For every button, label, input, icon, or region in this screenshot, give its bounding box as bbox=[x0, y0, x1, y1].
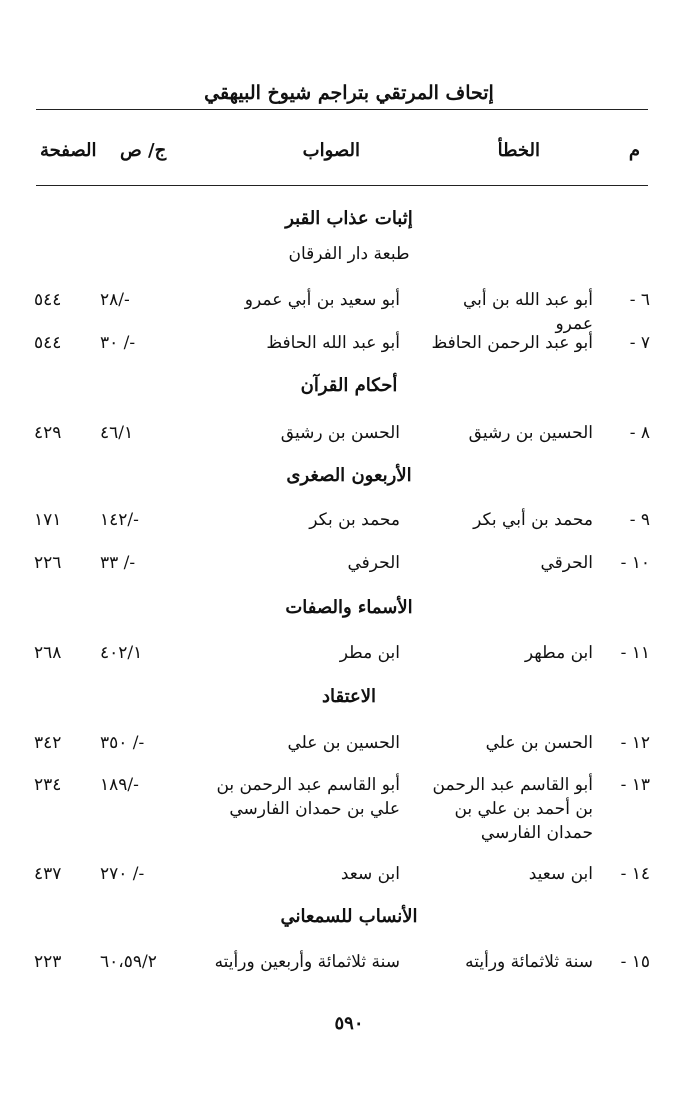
correct-text: ابن سعد bbox=[340, 864, 400, 884]
volume-page: -/ ٣٥٠ bbox=[100, 733, 145, 753]
page-number: ٢٣٤ bbox=[34, 775, 62, 795]
column-header-page: الصفحة bbox=[40, 140, 97, 161]
row-number: ١٥ - bbox=[620, 952, 650, 972]
page-number: ٢٢٦ bbox=[34, 553, 62, 573]
section-title: الأربعون الصغرى bbox=[286, 465, 412, 486]
row-number: ١٢ - bbox=[620, 733, 650, 753]
volume-page: ٤٦/١ bbox=[100, 423, 134, 443]
wrong-text: ابن سعيد bbox=[528, 864, 593, 884]
column-header-right: الصواب bbox=[302, 140, 360, 161]
correct-text: الحرفي bbox=[347, 553, 400, 573]
table-row bbox=[0, 641, 698, 721]
row-number: ١٤ - bbox=[620, 864, 650, 884]
volume-page: -/ ٢٧٠ bbox=[100, 864, 145, 884]
column-header-volume-page: ج/ ص bbox=[120, 140, 167, 161]
row-number: ١٣ - bbox=[620, 775, 650, 795]
wrong-text: ابن مطهر bbox=[524, 643, 593, 663]
wrong-text: أبو عبد الله بن أبي عمرو bbox=[463, 290, 593, 334]
correct-text: محمد بن بكر bbox=[309, 510, 400, 530]
table-row bbox=[0, 773, 698, 853]
row-number: ٩ - bbox=[629, 510, 650, 530]
section-title: الأنساب للسمعاني bbox=[280, 906, 418, 927]
section-title: أحكام القرآن bbox=[300, 375, 398, 396]
page-number: ٥٤٤ bbox=[34, 290, 62, 310]
page-number: ٤٢٩ bbox=[34, 423, 62, 443]
table-row bbox=[0, 551, 698, 631]
table-row bbox=[0, 862, 698, 942]
wrong-text: محمد بن أبي بكر bbox=[473, 510, 593, 530]
volume-page: ٤٠٢/١ bbox=[100, 643, 143, 663]
volume-page: -/١٤٢ bbox=[100, 510, 139, 530]
correct-text: أبو القاسم عبد الرحمن بن علي بن حمدان الفارسي bbox=[216, 775, 400, 819]
volume-page: -/ ٣٠ bbox=[100, 333, 136, 353]
section-title: إثبات عذاب القبر bbox=[285, 208, 413, 229]
running-head: إتحاف المرتقي بتراجم شيوخ البيهقي bbox=[204, 82, 494, 104]
page-number: ٣٤٢ bbox=[34, 733, 62, 753]
wrong-text: سنة ثلاثمائة ورأيته bbox=[465, 952, 593, 972]
wrong-text: الحسن بن علي bbox=[485, 733, 593, 753]
row-number: ٨ - bbox=[629, 423, 650, 443]
correct-text: ابن مطر bbox=[339, 643, 400, 663]
column-header-wrong: الخطأ bbox=[497, 140, 540, 161]
wrong-text: أبو القاسم عبد الرحمن بن أحمد بن علي بن حمدان الفارسي bbox=[432, 775, 593, 843]
wrong-text: أبو عبد الرحمن الحافظ bbox=[431, 333, 593, 353]
correct-text: أبو سعيد بن أبي عمرو bbox=[244, 290, 400, 310]
page-folio: ٥٩٠ bbox=[334, 1013, 364, 1034]
column-header-number: م bbox=[628, 140, 640, 161]
row-number: ٧ - bbox=[629, 333, 650, 353]
page-number: ٤٣٧ bbox=[34, 864, 62, 884]
correct-text: سنة ثلاثمائة وأربعين ورأيته bbox=[214, 952, 400, 972]
page-number: ٥٤٤ bbox=[34, 333, 62, 353]
correct-text: الحسن بن رشيق bbox=[280, 423, 400, 443]
table-row bbox=[0, 331, 698, 411]
header-rule bbox=[36, 185, 648, 186]
section-subtitle: طبعة دار الفرقان bbox=[288, 244, 410, 264]
table-row bbox=[0, 421, 698, 501]
volume-page: -/٢٨ bbox=[100, 290, 130, 310]
page-number: ٢٦٨ bbox=[34, 643, 62, 663]
correct-text: أبو عبد الله الحافظ bbox=[266, 333, 400, 353]
correct-text: الحسين بن علي bbox=[287, 733, 400, 753]
row-number: ٦ - bbox=[629, 290, 650, 310]
volume-page: -/ ٣٣ bbox=[100, 553, 136, 573]
row-number: ١٠ - bbox=[620, 553, 650, 573]
wrong-text: الحسين بن رشيق bbox=[468, 423, 593, 443]
page-number: ١٧١ bbox=[34, 510, 62, 530]
volume-page: -/١٨٩ bbox=[100, 775, 139, 795]
volume-page: ٦٠،٥٩/٢ bbox=[100, 952, 157, 972]
top-rule bbox=[36, 109, 648, 110]
section-title: الأسماء والصفات bbox=[285, 597, 413, 618]
section-title: الاعتقاد bbox=[321, 686, 377, 707]
row-number: ١١ - bbox=[620, 643, 650, 663]
page-number: ٢٢٣ bbox=[34, 952, 62, 972]
wrong-text: الحرقي bbox=[540, 553, 593, 573]
